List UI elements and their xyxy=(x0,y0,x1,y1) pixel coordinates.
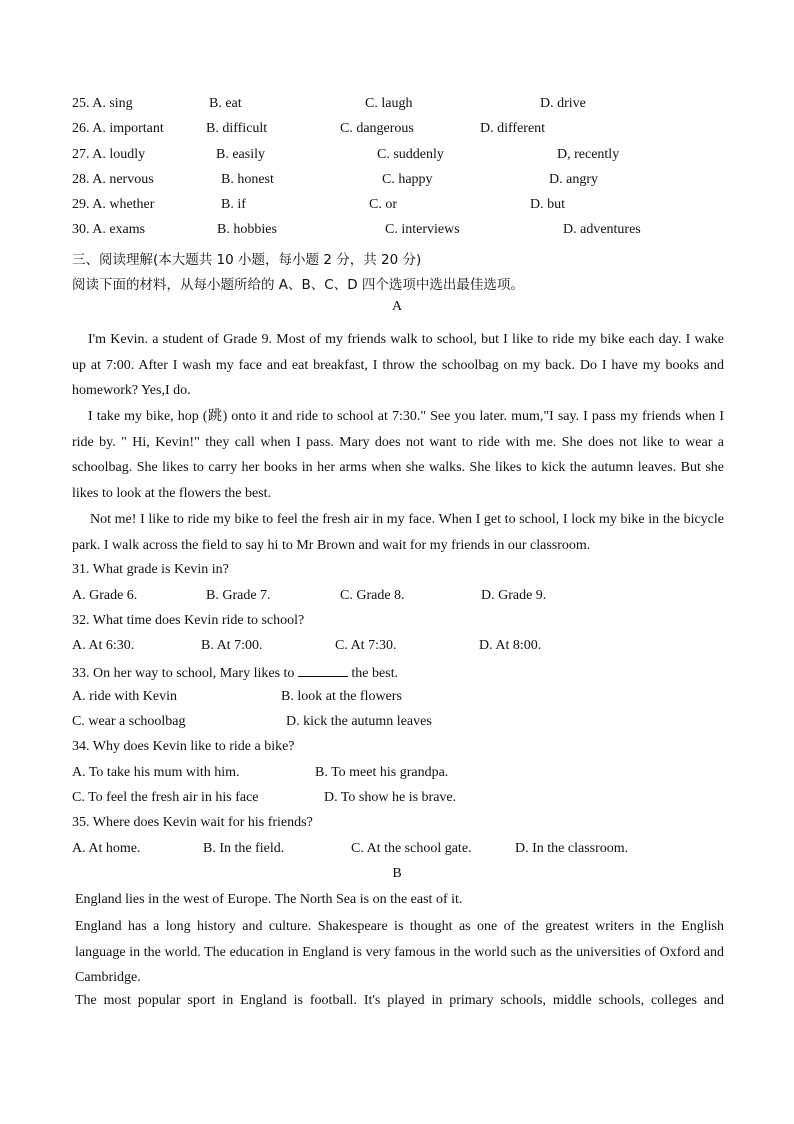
option-26b: B. difficult xyxy=(206,121,268,136)
passage-b-label: B xyxy=(392,866,402,881)
option-27b: B. easily xyxy=(216,147,265,162)
q32-option-a: A. At 6:30. xyxy=(72,638,135,653)
q33-option-d: D. kick the autumn leaves xyxy=(286,714,432,729)
passage-b-paragraph-1: England lies in the west of Europe. The North Sea is on the east of it. xyxy=(75,892,463,907)
option-28b: B. honest xyxy=(221,172,274,187)
option-27c: C. suddenly xyxy=(377,147,444,162)
option-25d: D. drive xyxy=(540,96,586,111)
q32-option-c: C. At 7:30. xyxy=(335,638,397,653)
q33-option-a: A. ride with Kevin xyxy=(72,689,177,704)
q31-option-b: B. Grade 7. xyxy=(206,588,271,603)
option-25a: 25. A. sing xyxy=(72,96,133,111)
option-29a: 29. A. whether xyxy=(72,197,155,212)
q31-option-d: D. Grade 9. xyxy=(481,588,547,603)
q32-option-d: D. At 8:00. xyxy=(479,638,542,653)
option-30c: C. interviews xyxy=(385,222,460,237)
q33-stem-before: 33. On her way to school, Mary likes to xyxy=(72,666,295,681)
q31-option-c: C. Grade 8. xyxy=(340,588,405,603)
option-28d: D. angry xyxy=(549,172,598,187)
q33-option-c: C. wear a schoolbag xyxy=(72,714,186,729)
q34-option-b: B. To meet his grandpa. xyxy=(315,765,449,780)
q31-option-a: A. Grade 6. xyxy=(72,588,138,603)
passage-a-paragraph-1: I'm Kevin. a student of Grade 9. Most of my friends walk to school, but I like to ride my bike each day. I wake up at 7:00. After I wash my face and eat breakfast, I throw the schoolbag on my back. Do I have my books and homework? Yes,I do. xyxy=(72,332,724,398)
option-25c: C. laugh xyxy=(365,96,413,111)
q31-stem: 31. What grade is Kevin in? xyxy=(72,562,229,577)
option-28c: C. happy xyxy=(382,172,433,187)
option-30b: B. hobbies xyxy=(217,222,277,237)
option-29b: B. if xyxy=(221,197,246,212)
option-29d: D. but xyxy=(530,197,565,212)
passage-a-label: A xyxy=(391,299,403,314)
q34-option-d: D. To show he is brave. xyxy=(324,790,457,805)
q35-option-a: A. At home. xyxy=(72,841,141,856)
option-29c: C. or xyxy=(369,197,397,212)
option-26c: C. dangerous xyxy=(340,121,414,136)
option-26a: 26. A. important xyxy=(72,121,164,136)
section-heading: 三、阅读理解(本大题共 10 小题，每小题 2 分，共 20 分) xyxy=(72,252,422,268)
q33-option-b: B. look at the flowers xyxy=(281,689,402,704)
q33-stem-after: the best. xyxy=(351,666,399,681)
q35-stem: 35. Where does Kevin wait for his friends? xyxy=(72,815,313,830)
option-26d: D. different xyxy=(480,121,546,136)
q32-stem: 32. What time does Kevin ride to school? xyxy=(72,613,305,628)
q35-option-c: C. At the school gate. xyxy=(351,841,472,856)
q33-stem xyxy=(72,664,398,682)
q34-option-c: C. To feel the fresh air in his face xyxy=(72,790,259,805)
option-27d: D, recently xyxy=(557,147,620,162)
option-25b: B. eat xyxy=(209,96,242,111)
passage-b-paragraph-3: The most popular sport in England is football. It's played in primary schools, middle schools, colleges and xyxy=(75,993,724,1008)
answer-blank xyxy=(298,664,348,677)
section-instruction: 阅读下面的材料，从每小题所给的 A、B、C、D 四个选项中选出最佳选项。 xyxy=(72,277,524,293)
option-28a: 28. A. nervous xyxy=(72,172,154,187)
passage-a-paragraph-2: I take my bike, hop (跳) onto it and ride to school at 7:30." See you later. mum,"I say. I pass my friends when I ride by. " Hi, Kevin!" they call when I pass. Mary does not want to ride with me. She does not like to wear a schoolbag. She likes to carry her books in her arms when she walks. She likes to kick the autumn leaves. But she likes to look at the flowers the best. xyxy=(72,409,724,501)
passage-b-paragraph-2: England has a long history and culture. Shakespeare is thought as one of the greatest writers in the English language in the world. The education in England is very famous in the world such as the universities of Oxford and Cambridge. xyxy=(75,919,724,985)
q35-option-b: B. In the field. xyxy=(203,841,285,856)
option-30d: D. adventures xyxy=(563,222,641,237)
q35-option-d: D. In the classroom. xyxy=(515,841,629,856)
q32-option-b: B. At 7:00. xyxy=(201,638,263,653)
q34-stem: 34. Why does Kevin like to ride a bike? xyxy=(72,739,295,754)
passage-a-paragraph-3: Not me! I like to ride my bike to feel the fresh air in my face. When I get to school, I lock my bike in the bicycle park. I walk across the field to say hi to Mr Brown and wait for my friends in our classroom. xyxy=(72,512,724,553)
option-30a: 30. A. exams xyxy=(72,222,146,237)
option-27a: 27. A. loudly xyxy=(72,147,146,162)
q34-option-a: A. To take his mum with him. xyxy=(72,765,240,780)
